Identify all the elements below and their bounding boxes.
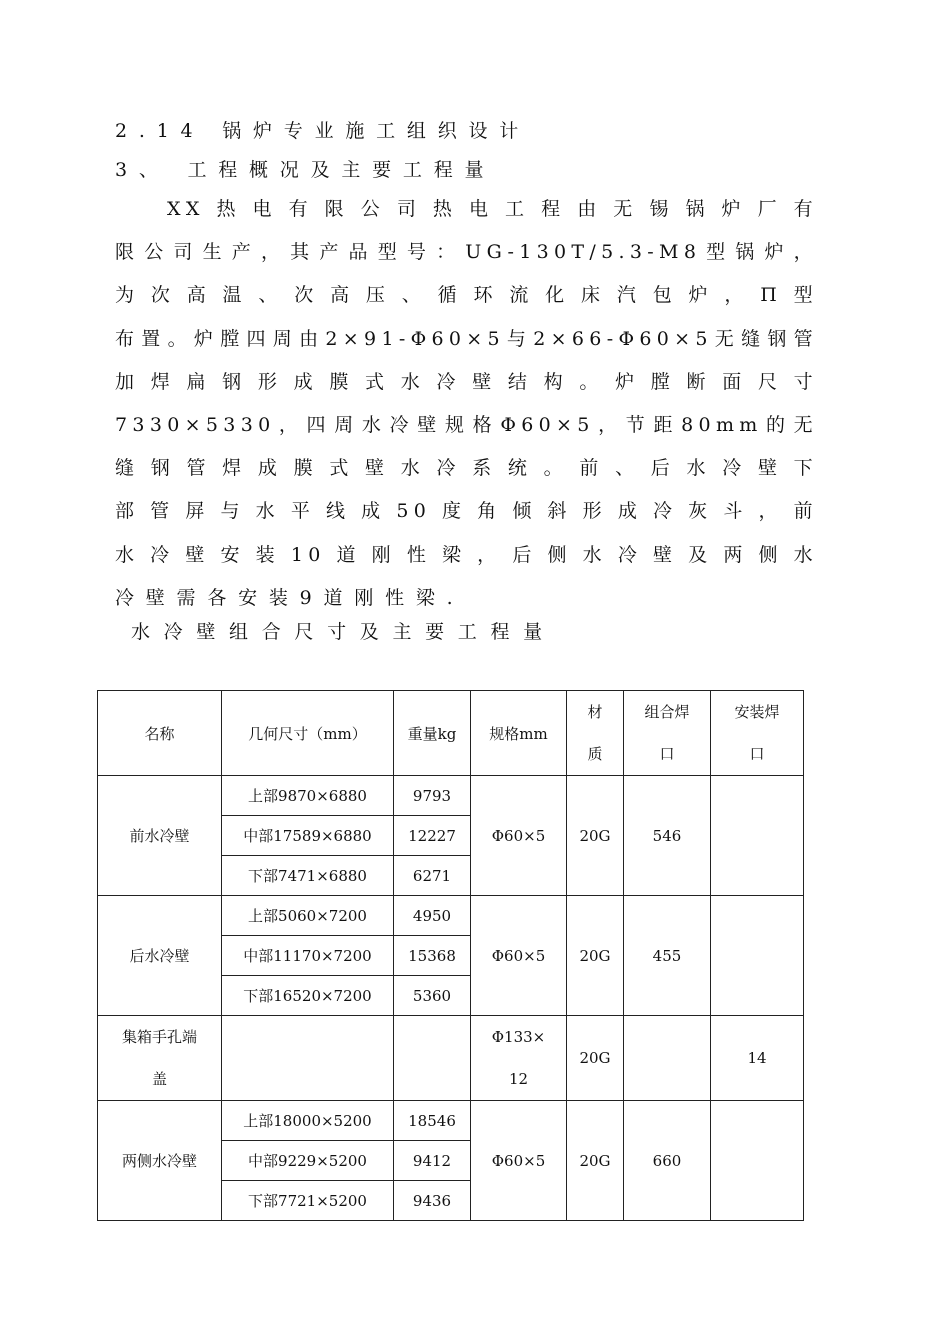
table-row: [98, 1101, 804, 1141]
group-name-cell: 两侧水冷壁: [98, 1101, 222, 1221]
spec-cell: Φ60×5: [471, 1101, 567, 1221]
header-install-weld: [711, 691, 804, 776]
section-heading: 2.14 锅炉专业施工组织设计: [115, 120, 531, 142]
dimension-cell: 下部7471×6880: [222, 856, 394, 896]
subsection-heading: 3、 工程概况及主要工程量: [115, 159, 496, 181]
header-name: 名称: [98, 691, 222, 776]
header-combo-weld-line: 口: [659, 745, 675, 763]
spec-cell: [471, 1016, 567, 1101]
paragraph-line: 加焊扁钢形成膜式水冷壁结构。炉膛断面尺寸: [115, 370, 818, 393]
header-combo-weld-line: 组合焊: [644, 703, 690, 721]
combo-weld-cell: [624, 1016, 711, 1101]
header-dimensions: 几何尺寸（mm）: [222, 691, 394, 776]
material-cell: 20G: [567, 896, 624, 1016]
paragraph-line: 为次高温、次高压、循环流化床汽包炉，Π型: [115, 284, 818, 307]
header-spec: 规格mm: [471, 691, 567, 776]
dimension-cell: 下部7721×5200: [222, 1181, 394, 1221]
install-weld-cell: [711, 1101, 804, 1221]
table-row: [98, 1016, 804, 1101]
combo-weld-cell: 455: [624, 896, 711, 1016]
header-install-weld-line: 安装焊: [734, 703, 780, 721]
weight-cell: 12227: [394, 816, 471, 856]
paragraph-line: 布置。炉膛四周由2×91-Φ60×5与2×66-Φ60×5无缝钢管: [115, 327, 818, 350]
water-wall-table: [97, 690, 804, 1221]
spec-cell: Φ60×5: [471, 896, 567, 1016]
weight-cell: 4950: [394, 896, 471, 936]
dimension-cell: 上部9870×6880: [222, 776, 394, 816]
weight-cell: 15368: [394, 936, 471, 976]
paragraph-line: 冷壁需各安装9道刚性梁.: [115, 586, 465, 609]
weight-cell: 9793: [394, 776, 471, 816]
header-material-line: 材: [587, 703, 603, 721]
weight-cell: [394, 1016, 471, 1101]
table-header-row: [98, 691, 804, 776]
paragraph-line: 限公司生产，其产品型号：UG-130T/5.3-M8型锅炉，: [115, 241, 818, 264]
paragraph-line: XX热电有限公司热电工程由无锡锅炉厂有: [167, 198, 818, 220]
header-material-line: 质: [587, 745, 603, 763]
paragraph-line: 部管屏与水平线成50度角倾斜形成冷灰斗，前: [115, 500, 818, 523]
overview-paragraph: [115, 188, 818, 620]
spec-line: 12: [508, 1070, 529, 1088]
combo-weld-cell: 546: [624, 776, 711, 896]
material-cell: 20G: [567, 1016, 624, 1101]
material-cell: 20G: [567, 1101, 624, 1221]
group-name-line: 集箱手孔端: [121, 1028, 197, 1046]
dimension-cell: 上部5060×7200: [222, 896, 394, 936]
material-cell: 20G: [567, 776, 624, 896]
weight-cell: 5360: [394, 976, 471, 1016]
weight-cell: 18546: [394, 1101, 471, 1141]
spec-line: Φ133×: [491, 1028, 546, 1046]
dimension-cell: 中部11170×7200: [222, 936, 394, 976]
install-weld-cell: 14: [711, 1016, 804, 1101]
dimension-cell: 中部17589×6880: [222, 816, 394, 856]
install-weld-cell: [711, 896, 804, 1016]
table-row: [98, 776, 804, 816]
header-material: [567, 691, 624, 776]
header-combo-weld: [624, 691, 711, 776]
weight-cell: 9412: [394, 1141, 471, 1181]
header-install-weld-line: 口: [749, 745, 765, 763]
dimension-cell: [222, 1016, 394, 1101]
table-row: [98, 896, 804, 936]
table-caption: 水冷壁组合尺寸及主要工程量: [131, 621, 556, 643]
install-weld-cell: [711, 776, 804, 896]
paragraph-line: 水冷壁安装10道刚性梁，后侧水冷壁及两侧水: [115, 543, 818, 566]
group-name-cell: 后水冷壁: [98, 896, 222, 1016]
paragraph-line: 7330×5330，四周水冷壁规格Φ60×5，节距80mm的无: [115, 413, 818, 436]
weight-cell: 9436: [394, 1181, 471, 1221]
group-name-cell: [98, 1016, 222, 1101]
dimension-cell: 下部16520×7200: [222, 976, 394, 1016]
weight-cell: 6271: [394, 856, 471, 896]
dimension-cell: 中部9229×5200: [222, 1141, 394, 1181]
group-name-line: 盖: [151, 1070, 167, 1088]
spec-cell: Φ60×5: [471, 776, 567, 896]
header-weight: 重量kg: [394, 691, 471, 776]
dimension-cell: 上部18000×5200: [222, 1101, 394, 1141]
combo-weld-cell: 660: [624, 1101, 711, 1221]
group-name-cell: 前水冷壁: [98, 776, 222, 896]
paragraph-line: 缝钢管焊成膜式壁水冷系统。前、后水冷壁下: [115, 457, 818, 480]
